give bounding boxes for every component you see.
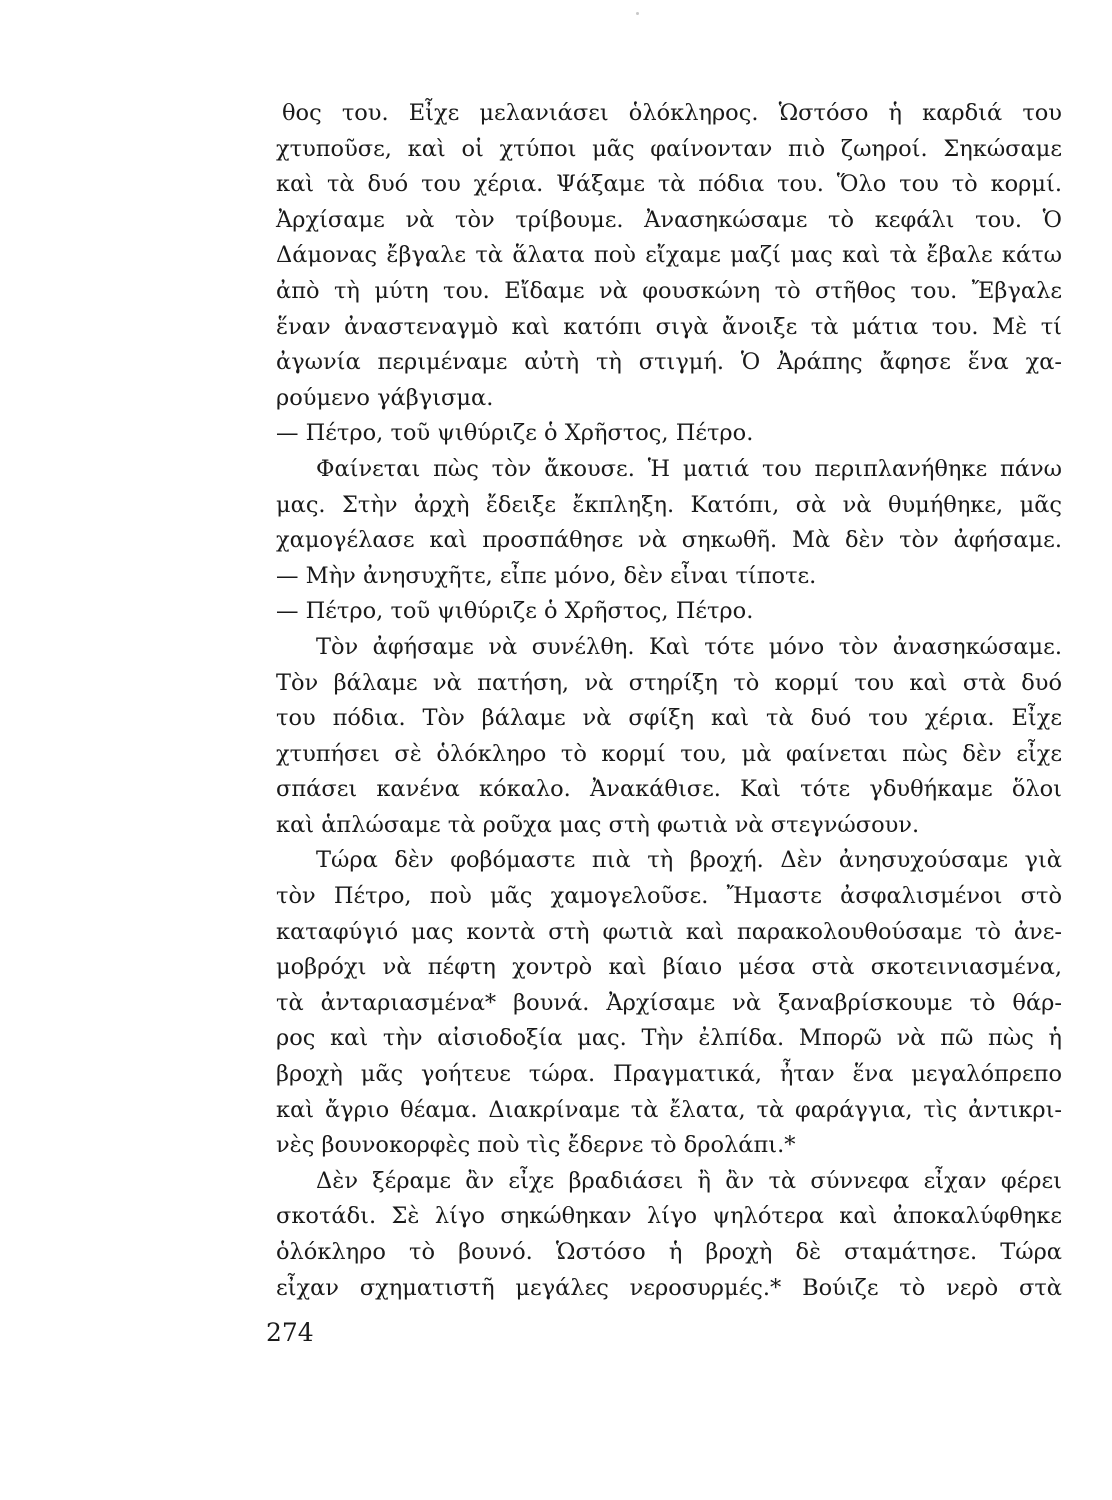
text-line: του πόδια. Τὸν βάλαμε νὰ σφίξη καὶ τὰ δυό του χέρια. Εἶχε: [276, 705, 1062, 732]
text-line: καὶ τὰ δυό του χέρια. Ψάξαμε τὰ πόδια του. Ὅλο του τὸ κορμί.: [276, 171, 1062, 198]
dialogue-line: — Πέτρο, τοῦ ψιθύριζε ὁ Χρῆστος, Πέτρο.: [276, 420, 754, 447]
text-line: μας. Στὴν ἀρχὴ ἔδειξε ἔκπληξη. Κατόπι, σὰ νὰ θυμήθηκε, μᾶς: [276, 491, 1062, 518]
text-line: Δάμονας ἔβγαλε τὰ ἅλατα ποὺ εἴχαμε μαζί μας καὶ τὰ ἔβαλε κάτω: [276, 242, 1062, 269]
page-number: 274: [266, 1318, 314, 1347]
text-line: ρούμενο γάβγισμα.: [276, 384, 494, 411]
text-line: τὰ ἀνταριασμένα* βουνά. Ἀρχίσαμε νὰ ξαναβρίσκουμε τὸ θάρ-: [276, 989, 1062, 1016]
dialogue-line: — Πέτρο, τοῦ ψιθύριζε ὁ Χρῆστος, Πέτρο.: [276, 598, 754, 625]
text-line: καταφύγιό μας κοντὰ στὴ φωτιὰ καὶ παρακολουθούσαμε τὸ ἀνε-: [276, 918, 1062, 945]
paragraph-first-line: Τώρα δὲν φοβόμαστε πιὰ τὴ βροχή. Δὲν ἀνησυχούσαμε γιὰ: [316, 847, 1062, 874]
text-line: καὶ ἄγριο θέαμα. Διακρίναμε τὰ ἔλατα, τὰ φαράγγια, τὶς ἀντικρι-: [276, 1096, 1062, 1123]
text-line: θος του. Εἶχε μελανιάσει ὁλόκληρος. Ὡστόσο ἡ καρδιά του: [282, 100, 1062, 126]
page-body-text: [276, 96, 1062, 1306]
text-line: Τὸν βάλαμε νὰ πατήση, νὰ στηρίξη τὸ κορμί του καὶ στὰ δυό: [276, 669, 1062, 696]
paragraph-first-line: Δὲν ξέραμε ἂν εἶχε βραδιάσει ἢ ἂν τὰ σύννεφα εἶχαν φέρει: [316, 1167, 1062, 1194]
paragraph-first-line: Φαίνεται πὼς τὸν ἄκουσε. Ἡ ματιά του περιπλανήθηκε πάνω: [316, 455, 1062, 482]
text-line: εἶχαν σχηματιστῆ μεγάλες νεροσυρμές.* Βούιζε τὸ νερὸ στὰ: [276, 1274, 1062, 1301]
text-line: καὶ ἁπλώσαμε τὰ ροῦχα μας στὴ φωτιὰ νὰ στεγνώσουν.: [276, 811, 920, 838]
text-line: μοβρόχι νὰ πέφτη χοντρὸ καὶ βίαιο μέσα στὰ σκοτεινιασμένα,: [276, 954, 1062, 981]
dialogue-line: — Μὴν ἀνησυχῆτε, εἶπε μόνο, δὲν εἶναι τίποτε.: [276, 562, 817, 589]
text-line: ἀγωνία περιμέναμε αὐτὴ τὴ στιγμή. Ὁ Ἀράπης ἄφησε ἕνα χα-: [276, 349, 1062, 376]
text-line: βροχὴ μᾶς γοήτευε τώρα. Πραγματικά, ἦταν ἕνα μεγαλόπρεπο: [276, 1061, 1062, 1088]
text-line: ρος καὶ τὴν αἰσιοδοξία μας. Τὴν ἐλπίδα. Μπορῶ νὰ πῶ πὼς ἡ: [276, 1025, 1062, 1052]
text-line: τὸν Πέτρο, ποὺ μᾶς χαμογελοῦσε. Ἤμαστε ἀσφαλισμένοι στὸ: [276, 883, 1062, 910]
text-line: χτυπήσει σὲ ὁλόκληρο τὸ κορμί του, μὰ φαίνεται πὼς δὲν εἶχε: [276, 740, 1062, 767]
paragraph-first-line: Τὸν ἀφήσαμε νὰ συνέλθη. Καὶ τότε μόνο τὸν ἀνασηκώσαμε.: [316, 633, 1062, 660]
text-line: σκοτάδι. Σὲ λίγο σηκώθηκαν λίγο ψηλότερα καὶ ἀποκαλύφθηκε: [276, 1203, 1062, 1230]
text-line: χτυποῦσε, καὶ οἱ χτύποι μᾶς φαίνονταν πιὸ ζωηροί. Σηκώσαμε: [276, 135, 1062, 162]
text-line: ὁλόκληρο τὸ βουνό. Ὡστόσο ἡ βροχὴ δὲ σταμάτησε. Τώρα: [276, 1239, 1062, 1265]
text-line: ἕναν ἀναστεναγμὸ καὶ κατόπι σιγὰ ἄνοιξε τὰ μάτια του. Μὲ τί: [276, 313, 1062, 340]
text-line: σπάσει κανένα κόκαλο. Ἀνακάθισε. Καὶ τότε γδυθήκαμε ὅλοι: [276, 776, 1062, 803]
scan-speck: [636, 12, 639, 15]
text-line: ἀπὸ τὴ μύτη του. Εἴδαμε νὰ φουσκώνη τὸ στῆθος του. Ἔβγαλε: [276, 277, 1062, 304]
text-line: χαμογέλασε καὶ προσπάθησε νὰ σηκωθῆ. Μὰ δὲν τὸν ἀφήσαμε.: [276, 527, 1062, 554]
text-line: Ἀρχίσαμε νὰ τὸν τρίβουμε. Ἀνασηκώσαμε τὸ κεφάλι του. Ὁ: [276, 206, 1062, 233]
text-line: νὲς βουνοκορφὲς ποὺ τὶς ἔδερνε τὸ δρολάπι.*: [276, 1132, 796, 1159]
